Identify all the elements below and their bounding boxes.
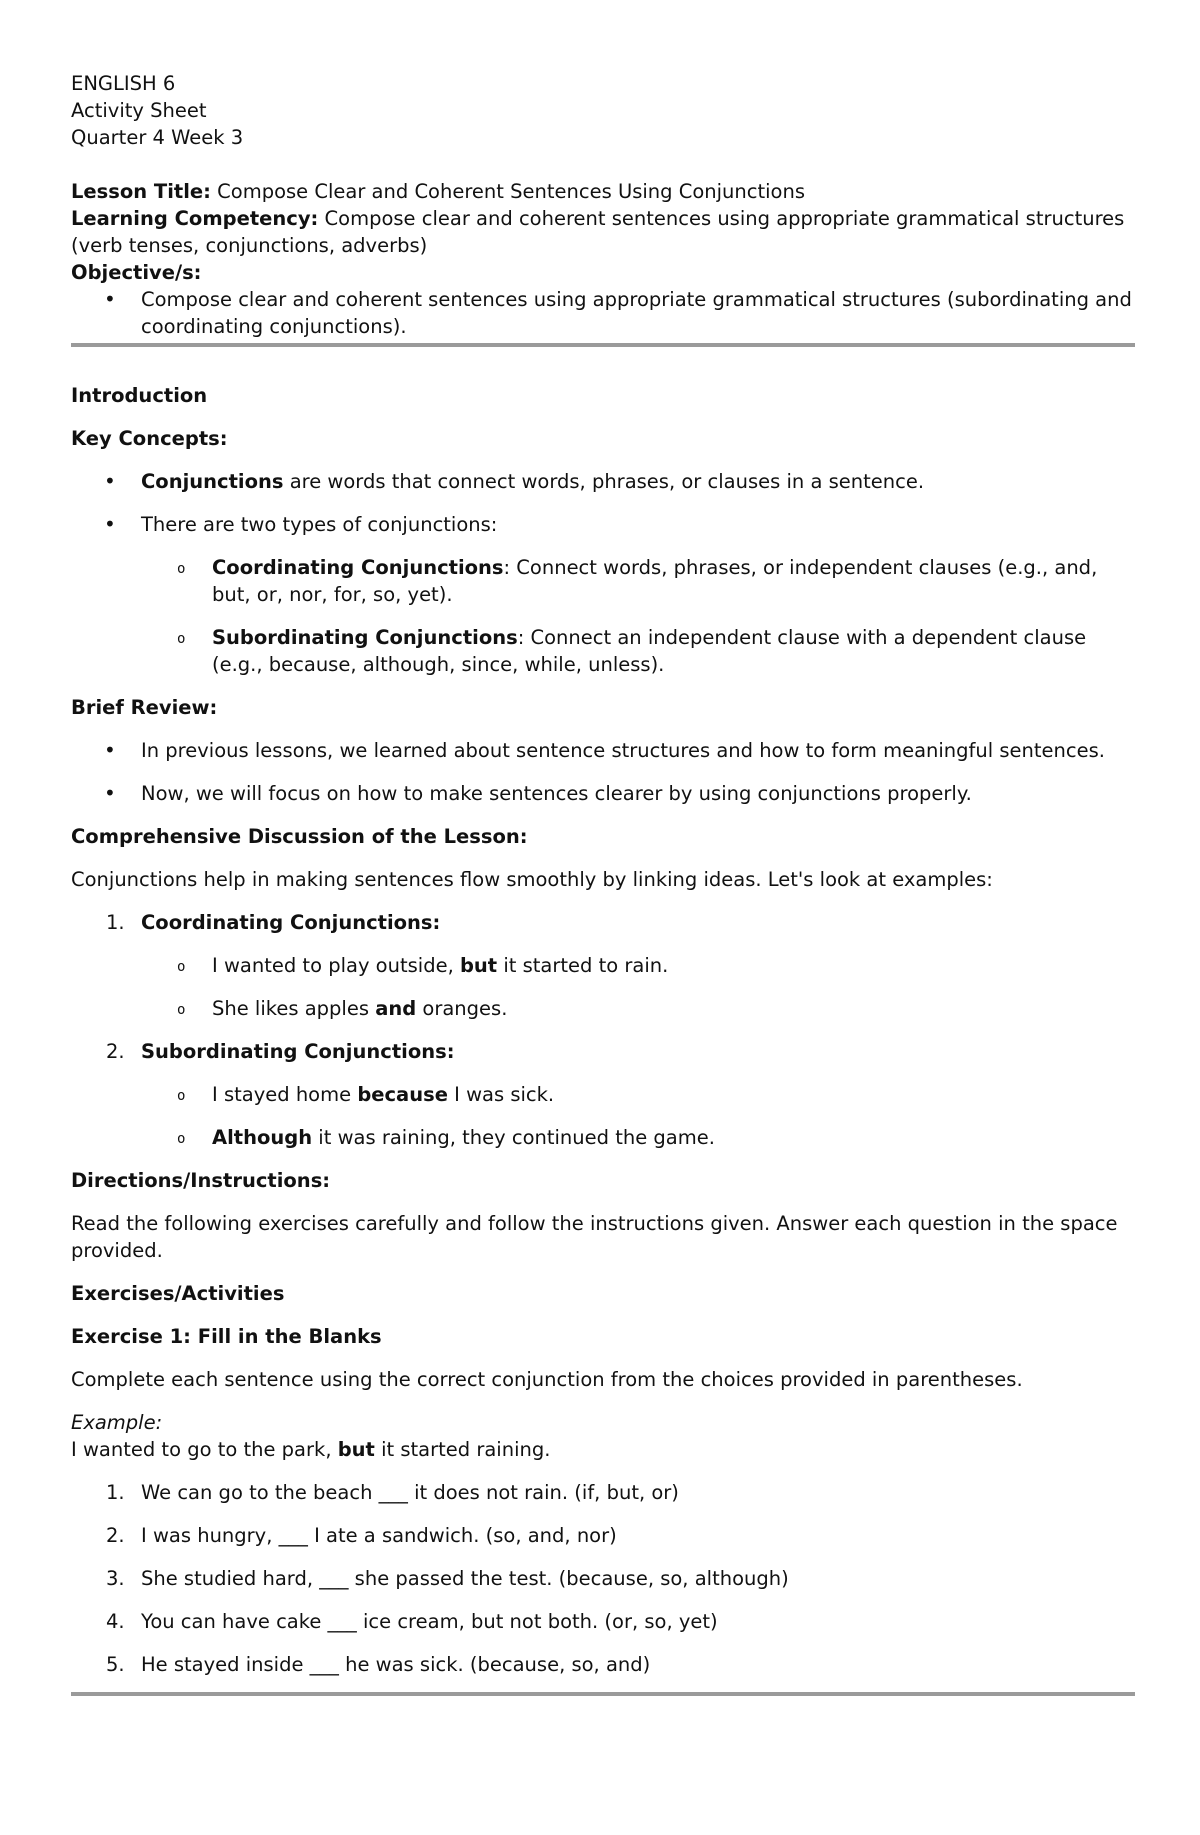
exercise-item: 5. He stayed inside ___ he was sick. (because, so, and) (106, 1653, 651, 1676)
directions-heading: Directions/Instructions: (71, 1169, 331, 1192)
lesson-title-label: Lesson Title: (71, 180, 211, 203)
activity-sheet (71, 70, 1135, 1696)
subject-title: ENGLISH 6 (71, 72, 176, 95)
objective-item: • Compose clear and coherent sentences using appropriate grammatical structures (subordinating and coordinating conjunctions). (71, 286, 1135, 340)
brief-review-label: Brief Review: (71, 696, 218, 719)
directions-text: Read the following exercises carefully and follow the instructions given. Answer each question in the space provided. (71, 1212, 1118, 1262)
example-sentence: o She likes apples and oranges. (71, 995, 1135, 1022)
exercise-item: 3. She studied hard, ___ she passed the test. (because, so, although) (106, 1567, 789, 1590)
introduction-section (71, 382, 1135, 807)
example-answer: I wanted to go to the park, but it started raining. (71, 1438, 551, 1461)
exercise-item: 4. You can have cake ___ ice cream, but not both. (or, so, yet) (106, 1610, 718, 1633)
example-sentence: o I wanted to play outside, but it started to rain. (71, 952, 1135, 979)
directions-section (71, 1167, 1135, 1264)
quarter-title: Quarter 4 Week 3 (71, 126, 244, 149)
discussion-heading: Comprehensive Discussion of the Lesson: (71, 825, 528, 848)
example-label: Example: (71, 1411, 163, 1434)
review-item: • Now, we will focus on how to make sentences clearer by using conjunctions properly. (71, 780, 1135, 807)
header-block (71, 70, 1135, 151)
lesson-info (71, 178, 1135, 340)
lesson-title: Compose Clear and Coherent Sentences Using Conjunctions (217, 180, 806, 203)
discussion-item: 2. Subordinating Conjunctions: (106, 1040, 455, 1063)
discussion-item: 1. Coordinating Conjunctions: (106, 911, 441, 934)
subordinating-definition: o Subordinating Conjunctions: Connect an independent clause with a dependent clause (e.g., because, although, since, while, unless). (71, 624, 1135, 678)
review-item: • In previous lessons, we learned about sentence structures and how to form meaningful sentences. (71, 737, 1135, 764)
exercise-1-instructions: Complete each sentence using the correct conjunction from the choices provided in parentheses. (71, 1368, 1023, 1391)
discussion-intro: Conjunctions help in making sentences flow smoothly by linking ideas. Let's look at examples: (71, 868, 993, 891)
example-sentence: o I stayed home because I was sick. (71, 1081, 1135, 1108)
learning-competency: Compose clear and coherent sentences using appropriate grammatical structures (verb tenses, conjunctions, adverbs) (71, 207, 1125, 257)
objectives-label: Objective/s: (71, 261, 202, 284)
lesson-title-line (71, 178, 1135, 205)
exercise-item: 1. We can go to the beach ___ it does not rain. (if, but, or) (106, 1481, 679, 1504)
exercise-1-title: Exercise 1: Fill in the Blanks (71, 1325, 382, 1348)
key-concept-item: • Conjunctions are words that connect words, phrases, or clauses in a sentence. (71, 468, 1135, 495)
exercise-item: 2. I was hungry, ___ I ate a sandwich. (so, and, nor) (106, 1524, 617, 1547)
discussion-section (71, 823, 1135, 1151)
coordinating-definition: o Coordinating Conjunctions: Connect words, phrases, or independent clauses (e.g., and, but, or, nor, for, so, yet). (71, 554, 1135, 608)
introduction-heading: Introduction (71, 384, 208, 407)
learning-competency-line (71, 205, 1135, 259)
key-concept-item: • There are two types of conjunctions: (71, 511, 1135, 538)
key-concepts-label: Key Concepts: (71, 427, 228, 450)
exercises-heading: Exercises/Activities (71, 1282, 285, 1305)
sheet-title: Activity Sheet (71, 99, 207, 122)
exercises-section (71, 1280, 1135, 1678)
example-sentence: o Although it was raining, they continued the game. (71, 1124, 1135, 1151)
section-divider (71, 1692, 1135, 1696)
learning-competency-label: Learning Competency: (71, 207, 319, 230)
